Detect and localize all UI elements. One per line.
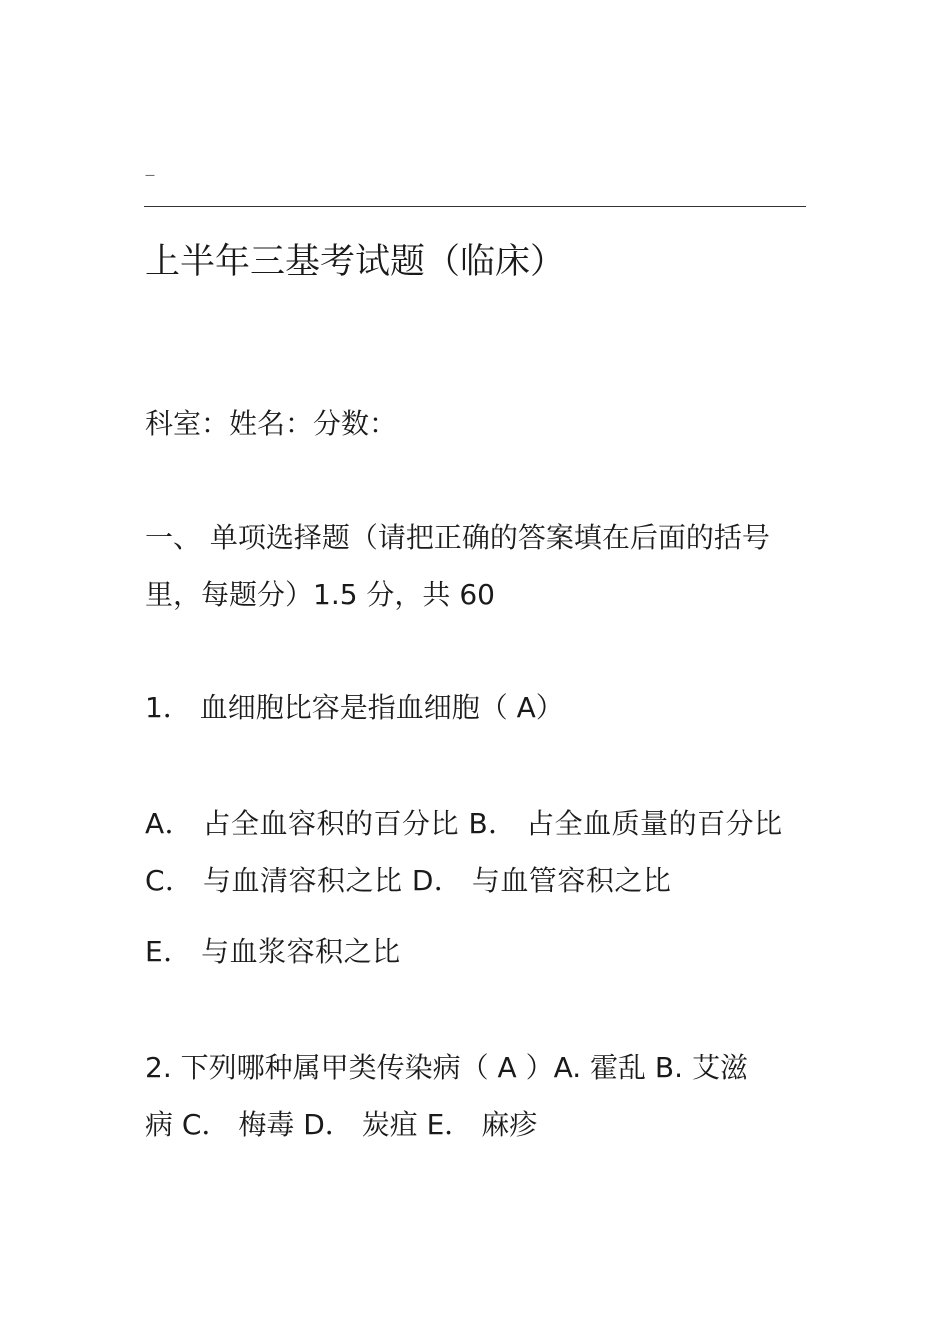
question-1-stem: 1． 血细胞比容是指血细胞（ A） — [145, 691, 564, 724]
question-2-line-1: 2. 下列哪种属甲类传染病（ A ）A. 霍乱 B. 艾滋 — [145, 1051, 748, 1084]
header-rule — [144, 206, 806, 207]
question-1-options-line-3: E． 与血浆容积之比 — [145, 935, 401, 968]
question-2-line-2: 病 C． 梅毒 D． 炭疽 E． 麻疹 — [145, 1108, 538, 1141]
page-title: 上半年三基考试题（临床） — [145, 242, 566, 282]
header-mark: — — [145, 170, 154, 181]
section-heading-line-1: 一、 单项选择题（请把正确的答案填在后面的括号 — [145, 521, 770, 554]
info-fields-line: 科室：姓名：分数： — [145, 407, 398, 440]
question-1-options-line-1: A． 占全血容积的百分比 B． 占全血质量的百分比 — [145, 807, 783, 840]
question-1-options-line-2: C． 与血清容积之比 D． 与血管容积之比 — [145, 864, 672, 897]
section-heading-line-2: 里，每题分）1.5 分，共 60 — [145, 578, 495, 611]
